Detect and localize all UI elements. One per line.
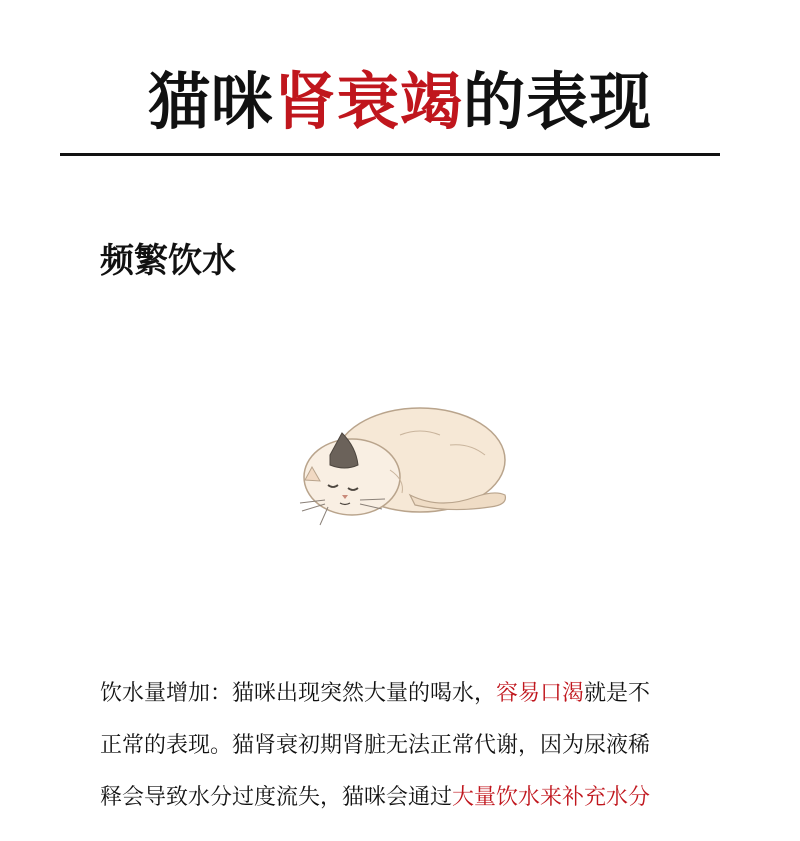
page-title (0, 62, 800, 142)
section-heading: 频繁饮水 (100, 241, 236, 281)
paragraph-line-1 (100, 668, 700, 720)
paragraph-highlight: 大量饮水来补充水分 (452, 785, 651, 810)
title-part-1: 猫咪 (147, 65, 274, 138)
sleeping-cat-illustration (290, 385, 520, 535)
paragraph-line-2: 正常的表现。猫肾衰初期肾脏无法正常代谢，因为尿液稀 (100, 733, 651, 758)
paragraph-text: 饮水量增加：猫咪出现突然大量的喝水， (100, 681, 497, 706)
body-paragraph (100, 668, 700, 824)
paragraph-text: 就是不 (584, 681, 651, 706)
title-divider (60, 153, 720, 156)
title-part-3: 的表现 (463, 65, 653, 138)
paragraph-line-3 (100, 772, 700, 824)
paragraph-text: 释会导致水分过度流失，猫咪会通过 (100, 785, 453, 810)
paragraph-highlight: 容易口渴 (496, 681, 585, 706)
title-highlight: 肾衰竭 (273, 65, 463, 138)
